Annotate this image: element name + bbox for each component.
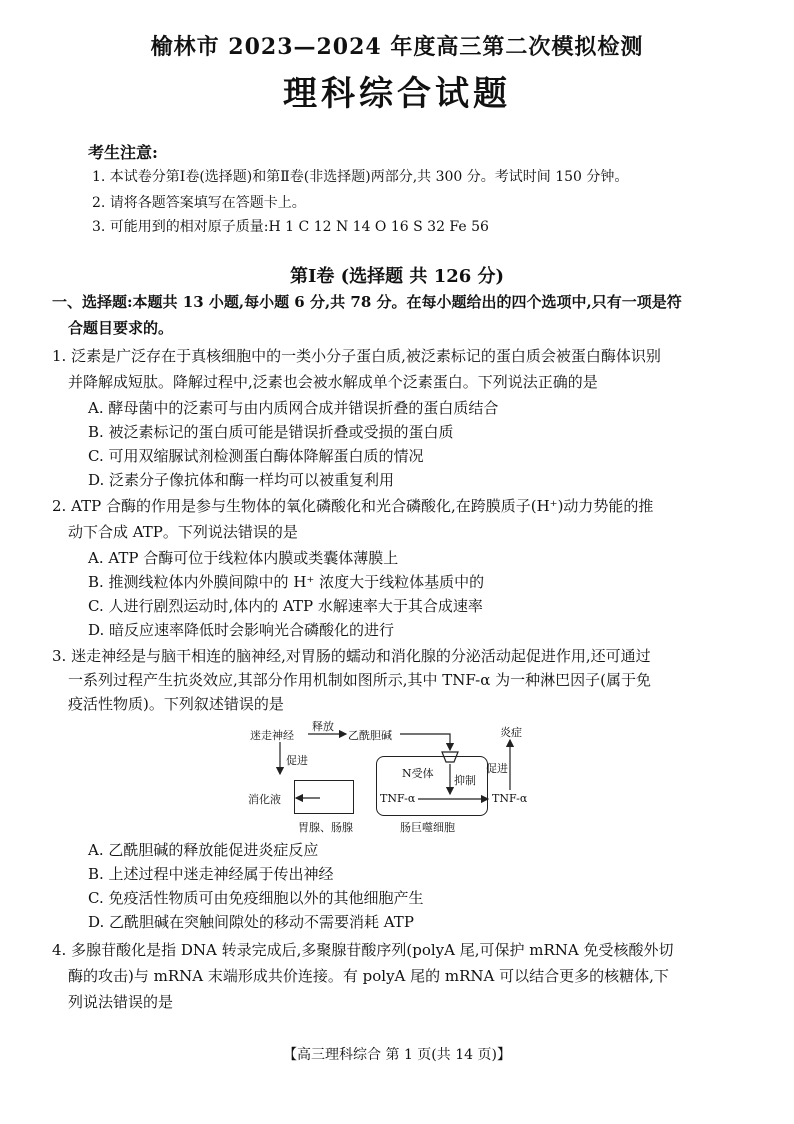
question-2-option-d: D. 暗反应速率降低时会影响光合磷酸化的进行: [88, 621, 395, 639]
notice-heading: 考生注意:: [88, 143, 158, 162]
question-3-option-c: C. 免疫活性物质可由免疫细胞以外的其他细胞产生: [88, 889, 424, 907]
diagram-tnf-left-label: TNF-α: [380, 792, 416, 805]
question-1-stem: 1. 泛素是广泛存在于真核细胞中的一类小分子蛋白质,被泛素标记的蛋白质会被蛋白酶体识别: [52, 347, 661, 365]
question-3-stem: 一系列过程产生抗炎效应,其部分作用机制如图所示,其中 TNF-α 为一种淋巴因子(属于免: [68, 671, 651, 689]
question-3-option-b: B. 上述过程中迷走神经属于传出神经: [88, 865, 334, 883]
question-3-option-a: A. 乙酰胆碱的释放能促进炎症反应: [88, 841, 319, 859]
diagram-inhibit-label: 抑制: [454, 774, 476, 787]
diagram-promote-label: 促进: [286, 754, 308, 767]
question-1-stem: 并降解成短肽。降解过程中,泛素也会被水解成单个泛素蛋白。下列说法正确的是: [68, 373, 598, 391]
diagram-n-receptor-label: N受体: [402, 767, 434, 780]
gland-box: [294, 780, 354, 814]
section-intro: 合题目要求的。: [68, 319, 174, 337]
diagram-release-label: 释放: [312, 720, 334, 733]
notice-item: 1. 本试卷分第Ⅰ卷(选择题)和第Ⅱ卷(非选择题)两部分,共 300 分。考试时间 150 分钟。: [92, 169, 629, 185]
question-4-stem: 酶的攻击)与 mRNA 末端形成共价连接。有 polyA 尾的 mRNA 可以结合更多的核糖体,下: [68, 967, 669, 985]
diagram-digestive-juice-label: 消化液: [248, 793, 281, 806]
question-4-stem: 4. 多腺苷酸化是指 DNA 转录完成后,多聚腺苷酸序列(polyA 尾,可保护 mRNA 免受核酸外切: [52, 941, 674, 959]
exam-subtitle: 理科综合试题: [283, 74, 511, 114]
question-3-option-d: D. 乙酰胆碱在突触间隙处的移动不需要消耗 ATP: [88, 913, 414, 931]
diagram-gland-label: 胃腺、肠腺: [298, 821, 353, 834]
section-intro: 一、选择题:本题共 13 小题,每小题 6 分,共 78 分。在每小题给出的四个选项中,只有一项是符: [52, 293, 682, 311]
section-title: 第Ⅰ卷 (选择题 共 126 分): [289, 266, 505, 287]
question-3-stem: 疫活性物质)。下列叙述错误的是: [68, 695, 284, 713]
question-2-stem: 2. ATP 合酶的作用是参与生物体的氧化磷酸化和光合磷酸化,在跨膜质子(H⁺)动力势能的推: [52, 497, 654, 515]
question-1-option-d: D. 泛素分子像抗体和酶一样均可以被重复利用: [88, 471, 395, 489]
question-2-option-a: A. ATP 合酶可位于线粒体内膜或类囊体薄膜上: [88, 549, 399, 567]
question-1-option-a: A. 酵母菌中的泛素可与由内质网合成并错误折叠的蛋白质结合: [88, 399, 499, 417]
page-footer: 【高三理科综合 第 1 页(共 14 页)】: [283, 1047, 511, 1063]
diagram-macrophage-label: 肠巨噬细胞: [400, 821, 455, 834]
question-3-stem: 3. 迷走神经是与脑干相连的脑神经,对胃肠的蠕动和消化腺的分泌活动起促进作用,还可通过: [52, 647, 651, 665]
question-4-stem: 列说法错误的是: [68, 993, 174, 1011]
diagram-inflammation-label: 炎症: [500, 726, 522, 739]
question-1-option-b: B. 被泛素标记的蛋白质可能是错误折叠或受损的蛋白质: [88, 423, 454, 441]
notice-item: 2. 请将各题答案填写在答题卡上。: [92, 195, 306, 211]
diagram-vagus-label: 迷走神经: [250, 729, 294, 742]
diagram-ach-label: 乙酰胆碱: [348, 729, 392, 742]
question-2-option-c: C. 人进行剧烈运动时,体内的 ATP 水解速率大于其合成速率: [88, 597, 483, 615]
question-1-option-c: C. 可用双缩脲试剂检测蛋白酶体降解蛋白质的情况: [88, 447, 424, 465]
exam-title: 榆林市 2023—2024 年度高三第二次模拟检测: [150, 34, 644, 60]
diagram-tnf-right-label: TNF-α: [492, 792, 528, 805]
mechanism-diagram: [250, 718, 550, 836]
notice-item: 3. 可能用到的相对原子质量:H 1 C 12 N 14 O 16 S 32 Fe 56: [92, 219, 489, 235]
question-2-stem: 动下合成 ATP。下列说法错误的是: [68, 523, 298, 541]
question-2-option-b: B. 推测线粒体内外膜间隙中的 H⁺ 浓度大于线粒体基质中的: [88, 573, 485, 591]
diagram-promote2-label: 促进: [486, 762, 508, 775]
